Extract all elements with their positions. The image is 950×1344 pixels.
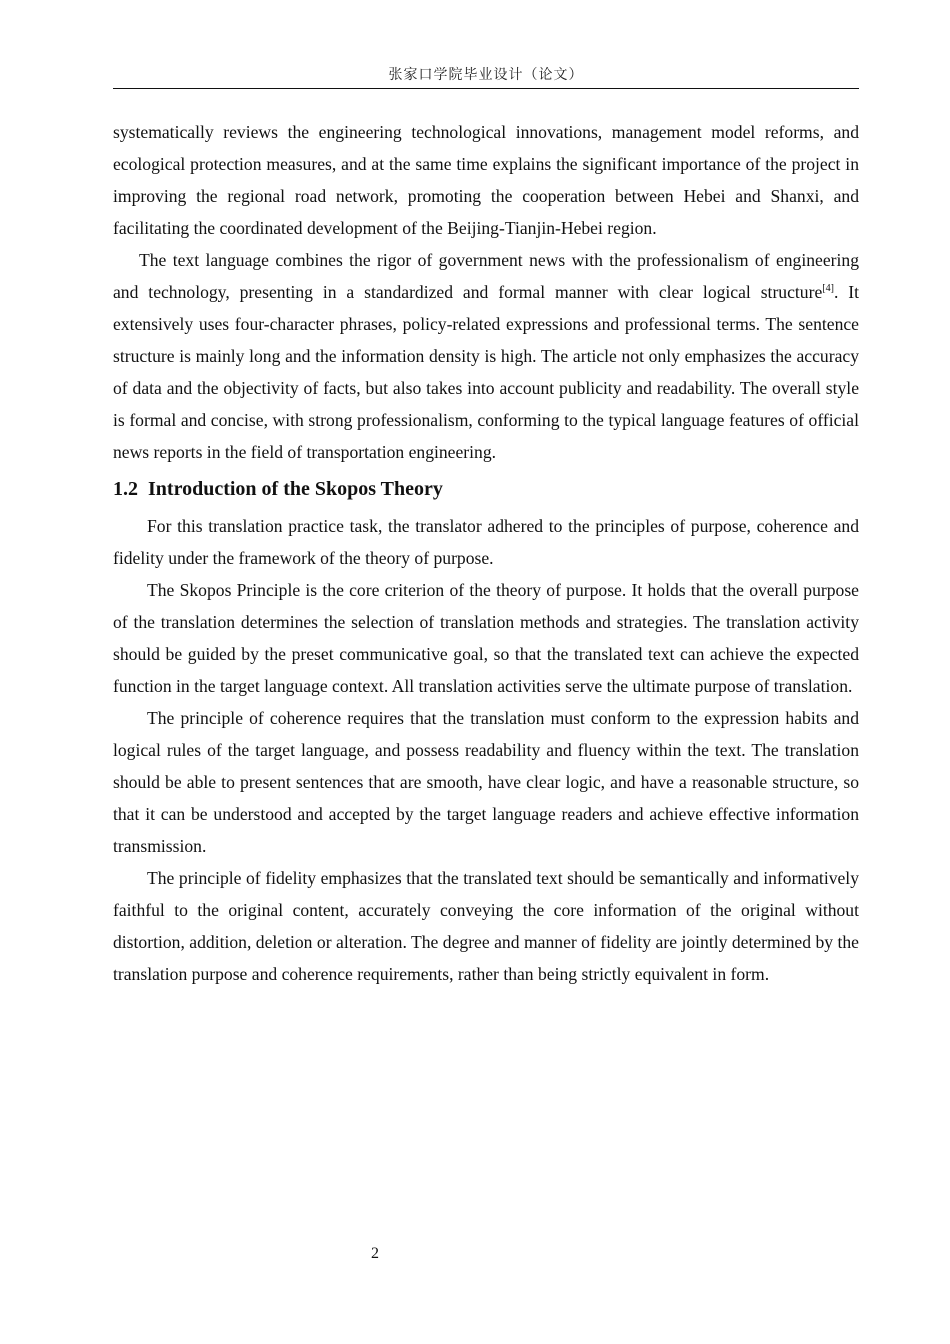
paragraph-fidelity-principle: The principle of fidelity emphasizes that the translated text should be semantically and informatively faithful to the original content, accurately conveying the core information of the original without distortion, addition, deletion or alteration. The degree and manner of fidelity are jointly determined by the translation purpose and coherence requirements, rather than being strictly equivalent in form.: [113, 868, 859, 984]
paragraph-text-part-2: . It extensively uses four-character phrases, policy-related expressions and professional terms. The sentence structure is mainly long and the information density is high. The article not only emphasizes the accuracy of data and the objectivity of facts, but also takes into account publicity and readability. The overall style is formal and concise, with strong professionalism, conforming to the typical language features of official news reports in the field of transportation engineering.: [113, 282, 859, 462]
paragraph-task-principles: For this translation practice task, the translator adhered to the principles of purpose, coherence and fidelity under the framework of the theory of purpose.: [113, 516, 859, 568]
page-number: 2: [371, 1245, 379, 1262]
header-rule: [113, 88, 859, 89]
paragraph-continuation: systematically reviews the engineering technological innovations, management model reforms, and ecological protection measures, and at the same time explains the significant importance of the project in improving the regional road network, promoting the cooperation between Hebei and Shanxi, and facilitating the coordinated development of the Beijing-Tianjin-Hebei region.: [113, 122, 859, 238]
citation-reference: [4]: [822, 283, 834, 294]
section-title: Introduction of the Skopos Theory: [148, 478, 443, 500]
document-body: [113, 116, 859, 990]
section-heading: [113, 468, 859, 510]
page-header: 张家口学院毕业设计（论文）: [388, 67, 584, 83]
paragraph-skopos-principle: The Skopos Principle is the core criterion of the theory of purpose. It holds that the overall purpose of the translation determines the selection of translation methods and strategies. The translation activity should be guided by the preset communicative goal, so that the translated text can achieve the expected function in the target language context. All translation activities serve the ultimate purpose of translation.: [113, 580, 859, 696]
paragraph-coherence-principle: The principle of coherence requires that the translation must conform to the expression habits and logical rules of the target language, and possess readability and fluency within the text. The translation should be able to present sentences that are smooth, have clear logic, and have a reasonable structure, so that it can be understood and accepted by the target language readers and achieve effective information transmission.: [113, 708, 859, 856]
section-number: 1.2: [113, 478, 138, 500]
paragraph-text-part-1: The text language combines the rigor of government news with the professionalism of engineering and technology, presenting in a standardized and formal manner with clear logical structure: [113, 250, 859, 302]
paragraph-text-language: [113, 244, 859, 468]
